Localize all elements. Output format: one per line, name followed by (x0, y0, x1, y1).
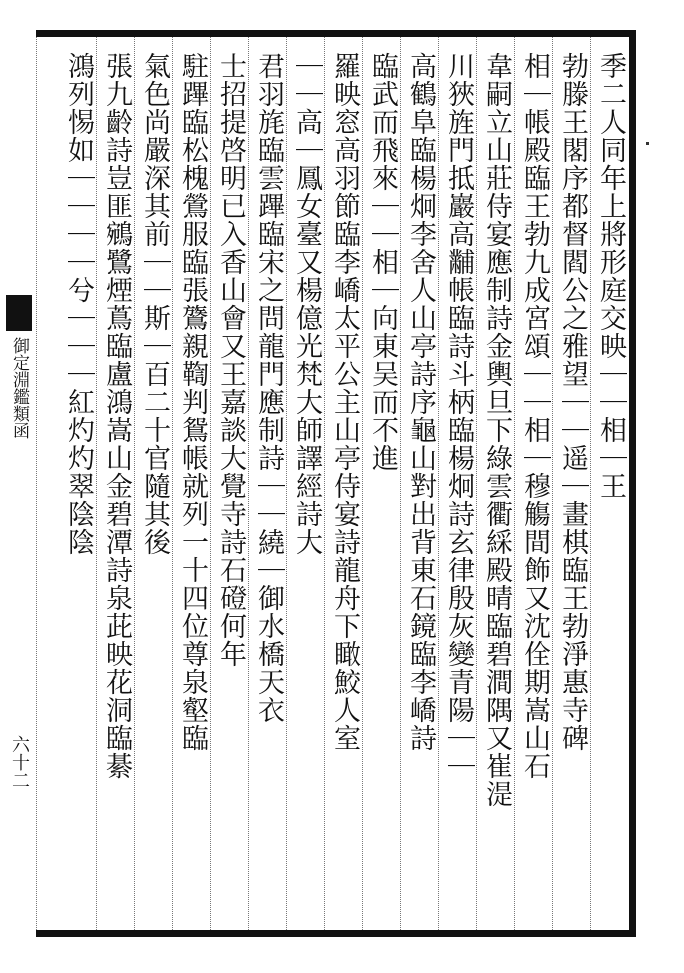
text-column: 駐蹕臨松槐鶯服臨張鷟親鞫判鴛帳就列一十四位尊泉壑臨 (177, 52, 208, 752)
column-divider (210, 37, 211, 930)
text-column: 羅映窓高羽節臨李嶠太平公主山亭侍宴詩龍舟下瞰鮫人室 (329, 52, 360, 752)
fishtail-mark (6, 295, 32, 331)
column-divider (552, 37, 553, 930)
text-column: 川狹旌門抵巖高黼帳臨詩斗柄臨楊炯詩玄律殷灰變青陽｜｜ (443, 52, 474, 780)
right-border-rule (629, 30, 636, 937)
column-divider (172, 37, 173, 930)
column-divider (96, 37, 97, 930)
column-divider (286, 37, 287, 930)
column-divider (438, 37, 439, 930)
column-divider (248, 37, 249, 930)
column-divider (514, 37, 515, 930)
text-column: 季二人同年上將形庭交映｜｜相｜王 (595, 52, 626, 500)
column-divider (362, 37, 363, 930)
column-divider (400, 37, 401, 930)
top-border-rule (36, 30, 636, 37)
column-divider (590, 37, 591, 930)
column-divider (476, 37, 477, 930)
page-number: 六十二 (9, 735, 30, 789)
text-column: 相｜帳殿臨王勃九成宮頌｜｜相｜穆觴間飾又沈佺期嵩山石 (519, 52, 550, 780)
text-column: 臨武而飛來｜｜相｜向東吴而不進 (367, 52, 398, 472)
text-column: 張九齡詩豈匪鵷鷺煙蔦臨盧鴻嵩山金碧潭詩泉茈映花洞臨綦 (101, 52, 132, 780)
bottom-border-rule (36, 930, 636, 937)
text-column: ｜｜高｜鳳女臺又楊億光梵大師譯經詩大 (291, 52, 322, 556)
text-column: 氣色尚嚴深其前｜｜斯｜百二十官隨其後 (139, 52, 170, 556)
column-divider (324, 37, 325, 930)
text-column: 韋嗣立山莊侍宴應制詩金輿旦下綠雲衢綵殿晴臨碧澗隅又崔湜 (481, 52, 512, 808)
book-title-margin: 御定淵鑑類函 (9, 337, 29, 439)
ink-speck (646, 142, 649, 145)
column-divider (36, 37, 37, 930)
text-column: 君羽旄臨雲蹕臨宋之問龍門應制詩｜｜繞｜御水橋天衣 (253, 52, 284, 724)
text-column: 士招提啓明已入香山會又王嘉談大覺寺詩石磴何年 (215, 52, 246, 668)
text-column: 鴻列惕如｜｜｜｜兮｜｜｜紅灼灼翠陰陰 (63, 52, 94, 556)
text-column: 勃滕王閣序都督閻公之雅望｜｜遥｜畫棋臨王勃淨惠寺碑 (557, 52, 588, 752)
text-column: 高鶴阜臨楊炯李舍人山亭詩序龜山對出背東石鏡臨李嶠詩 (405, 52, 436, 752)
column-divider (134, 37, 135, 930)
